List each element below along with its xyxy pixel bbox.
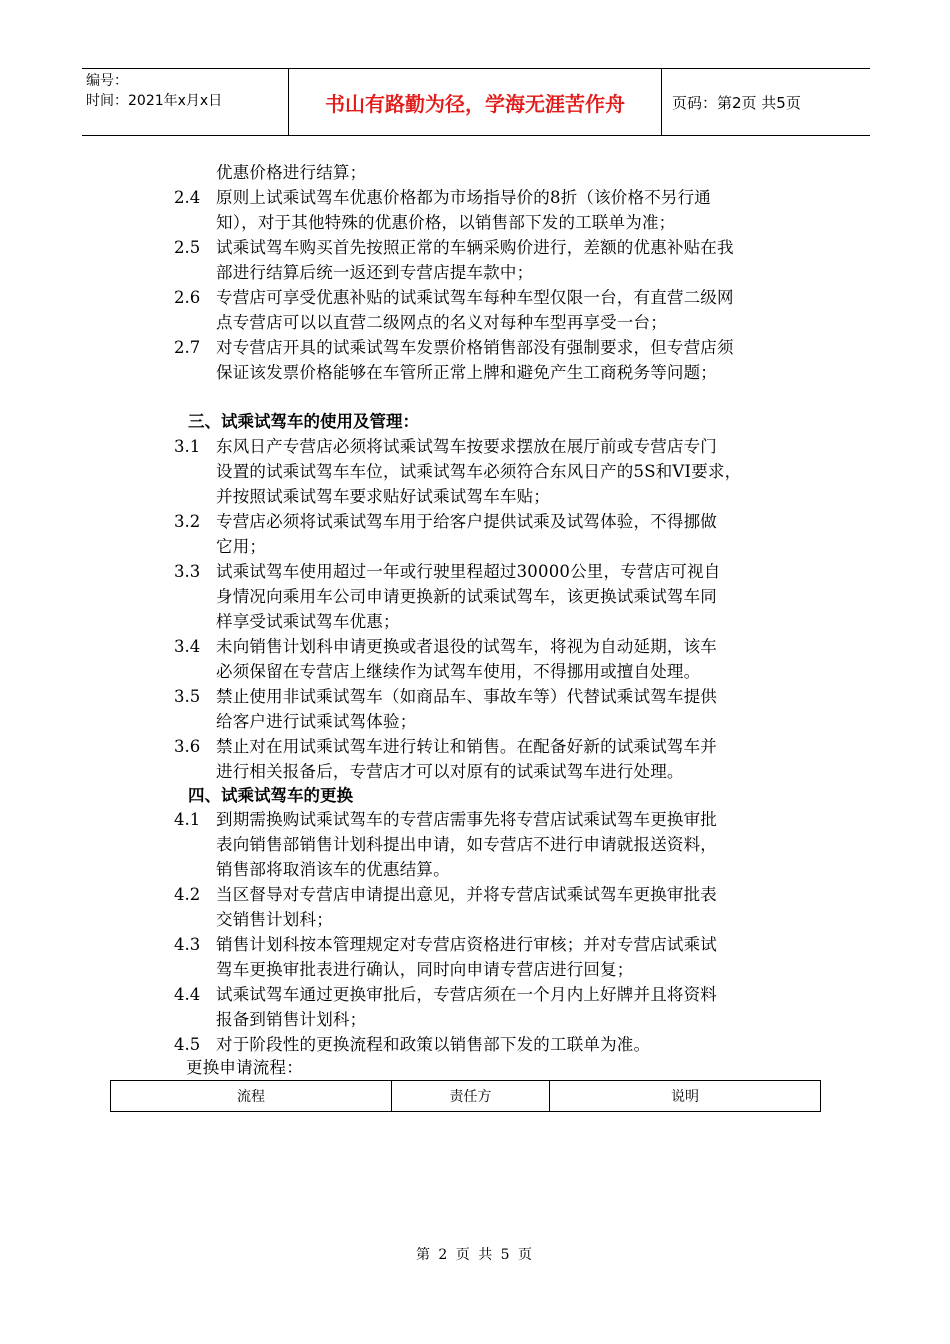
continued-line: 优惠价格进行结算； [216, 163, 367, 182]
flow-table-header [111, 1081, 821, 1112]
item-number: 4.4 [174, 985, 201, 1004]
section-heading-3: 三、试乘试驾车的使用及管理： [188, 412, 419, 431]
item-number: 4.5 [174, 1035, 201, 1054]
item-text-line: 未向销售计划科申请更换或者退役的试驾车，将视为自动延期，该车 [216, 637, 717, 656]
section-heading-4: 四、试乘试驾车的更换 [188, 786, 353, 805]
item-text-line: 交销售计划科； [216, 910, 333, 929]
item-number: 3.4 [174, 637, 201, 656]
item-number: 4.2 [174, 885, 201, 904]
item-number: 2.6 [174, 288, 201, 307]
item-text-line: 给客户进行试乘试驾体验； [216, 712, 417, 731]
item-text-line: 报备到销售计划科； [216, 1010, 367, 1029]
item-text-line: 东风日产专营店必须将试乘试驾车按要求摆放在展厅前或专营店专门 [216, 437, 717, 456]
flow-title: 更换申请流程： [186, 1058, 303, 1077]
item-text-line: 身情况向乘用车公司申请更换新的试乘试驾车，该更换试乘试驾车同 [216, 587, 717, 606]
item-number: 3.2 [174, 512, 201, 531]
item-number: 3.1 [174, 437, 201, 456]
time-label: 时间：2021年x月x日 [86, 93, 223, 109]
header-motto: 书山有路勤为径，学海无涯苦作舟 [289, 69, 662, 135]
item-text-line: 专营店必须将试乘试驾车用于给客户提供试乘及试驾体验，不得挪做 [216, 512, 717, 531]
item-number: 3.5 [174, 687, 201, 706]
item-text-line: 原则上试乘试驾车优惠价格都为市场指导价的8折（该价格不另行通 [216, 188, 711, 207]
item-text-line: 它用； [216, 537, 267, 556]
item-number: 4.1 [174, 810, 201, 829]
item-number: 4.3 [174, 935, 201, 954]
item-text-line: 部进行结算后统一返还到专营店提车款中； [216, 263, 534, 282]
item-text-line: 样享受试乘试驾车优惠； [216, 612, 400, 631]
item-text-line: 设置的试乘试驾车车位，试乘试驾车必须符合东风日产的5S和VI要求， [216, 462, 742, 481]
item-text-line: 销售部将取消该车的优惠结算。 [216, 860, 450, 879]
flow-table [110, 1080, 821, 1112]
item-text-line: 驾车更换审批表进行确认，同时向申请专营店进行回复； [216, 960, 634, 979]
item-text-line: 到期需换购试乘试驾车的专营店需事先将专营店试乘试驾车更换审批 [216, 810, 717, 829]
item-text-line: 试乘试驾车通过更换审批后，专营店须在一个月内上好牌并且将资料 [216, 985, 717, 1004]
item-text-line: 禁止对在用试乘试驾车进行转让和销售。在配备好新的试乘试驾车并 [216, 737, 717, 756]
item-text-line: 并按照试乘试驾车要求贴好试乘试驾车车贴； [216, 487, 550, 506]
item-number: 2.4 [174, 188, 201, 207]
item-text-line: 必须保留在专营店上继续作为试驾车使用，不得挪用或擅自处理。 [216, 662, 701, 681]
page-footer: 第 2 页 共 5 页 [415, 1247, 535, 1263]
item-text-line: 禁止使用非试乘试驾车（如商品车、事故车等）代替试乘试驾车提供 [216, 687, 717, 706]
item-text-line: 试乘试驾车使用超过一年或行驶里程超过30000公里，专营店可视自 [216, 562, 721, 581]
item-number: 3.6 [174, 737, 201, 756]
item-text-line: 对专营店开具的试乘试驾车发票价格销售部没有强制要求，但专营店须 [216, 338, 734, 357]
table-header-cell: 流程 [111, 1081, 392, 1112]
item-number: 2.5 [174, 238, 201, 257]
item-number: 3.3 [174, 562, 201, 581]
item-text-line: 知），对于其他特殊的优惠价格，以销售部下发的工联单为准； [216, 213, 676, 232]
table-header-cell: 责任方 [392, 1081, 550, 1112]
number-label: 编号： [86, 73, 128, 89]
page-indicator: 页码：第2页 共5页 [672, 93, 801, 112]
item-text-line: 表向销售部销售计划科提出申请，如专营店不进行申请就报送资料， [216, 835, 717, 854]
item-text-line: 保证该发票价格能够在车管所正常上牌和避免产生工商税务等问题； [216, 363, 717, 382]
page-header [82, 68, 870, 136]
item-text-line: 销售计划科按本管理规定对专营店资格进行审核；并对专营店试乘试 [216, 935, 717, 954]
item-text-line: 专营店可享受优惠补贴的试乘试驾车每种车型仅限一台，有直营二级网 [216, 288, 734, 307]
item-text-line: 点专营店可以以直营二级网点的名义对每种车型再享受一台； [216, 313, 667, 332]
item-text-line: 试乘试驾车购买首先按照正常的车辆采购价进行，差额的优惠补贴在我 [216, 238, 734, 257]
item-text-line: 进行相关报备后，专营店才可以对原有的试乘试驾车进行处理。 [216, 762, 684, 781]
table-header-cell: 说明 [550, 1081, 821, 1112]
item-text-line: 当区督导对专营店申请提出意见，并将专营店试乘试驾车更换审批表 [216, 885, 717, 904]
header-meta [82, 69, 289, 135]
item-text-line: 对于阶段性的更换流程和政策以销售部下发的工联单为准。 [216, 1035, 651, 1054]
item-number: 2.7 [174, 338, 201, 357]
